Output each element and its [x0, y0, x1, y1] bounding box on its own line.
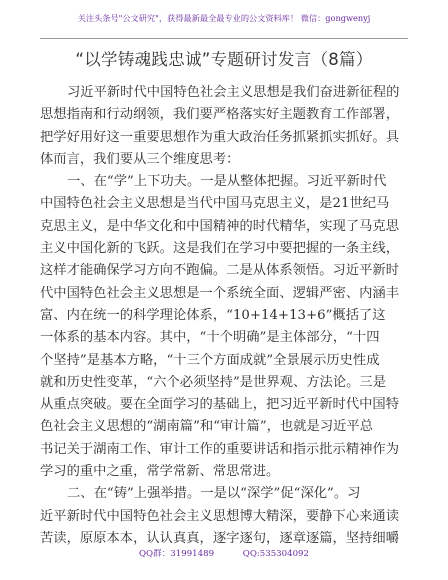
- text-line: 从重点突破。要在全面学习的基础上，把习近平新时代中国特: [40, 397, 400, 413]
- text-line: 色社会主义思想的“湖南篇”和“审计篇”，也就是习近平总: [40, 419, 374, 435]
- text-line: 中国特色社会主义思想是当代中国马克思主义，是21世纪马: [40, 196, 390, 212]
- header-banner: [0, 6, 448, 25]
- text-line: 把学好用好这一重要思想作为重大政治任务抓紧抓实抓好。具: [40, 129, 400, 145]
- document-title: “以学铸魂践忠诚”专题研讨发言（8篇）: [75, 50, 373, 69]
- text-line: 苦读，原原本本，认认真真，逐字逐句，逐章逐篇，坚持细嚼: [40, 530, 400, 546]
- footer-qq: QQ:535304092: [242, 549, 309, 559]
- document-body: [40, 82, 410, 550]
- text-line: 个坚持”是基本方略，“十三个方面成就”全景展示历史性成: [40, 352, 380, 368]
- text-line: 近平新时代中国特色社会主义思想博大精深，要静下心来通读: [40, 508, 400, 524]
- footer-qq-group: QQ群：31991489: [139, 549, 215, 559]
- footer-contact: [0, 547, 448, 559]
- text-line: 主义中国化新的飞跃。这是我们在学习中要把握的一条主线，: [40, 241, 400, 257]
- text-line: 二、在“铸”上强举措。一是以“深学”促“深化”。习: [67, 486, 361, 502]
- text-line: 富、内在统一的科学理论体系，“10+14+13+6”概括了这: [40, 307, 386, 323]
- text-line: 这样才能确保学习方向不跑偏。二是从体系领悟。习近平新时: [40, 263, 400, 279]
- header-promo-text: 关注头条号"公文研究"，获得最新最全最专业的公文资料库！ 微信：gongwenyj: [77, 13, 371, 23]
- text-line: 习近平新时代中国特色社会主义思想是我们奋进新征程的: [67, 85, 400, 100]
- text-line: 代中国特色社会主义思想是一个系统全面、逻辑严密、内涵丰: [40, 285, 400, 301]
- text-line: 就和历史性变革，“六个必须坚持”是世界观、方法论。三是: [40, 374, 387, 390]
- text-line: 体而言，我们要从三个维度思考：: [40, 151, 240, 167]
- text-line: 学习的重中之重，常学常新、常思常进。: [40, 464, 280, 480]
- text-line: 一体系的基本内容。其中，“十个明确”是主体部分，“十四: [40, 330, 380, 346]
- text-line: 书记关于湖南工作、审计工作的重要讲话和指示批示精神作为: [40, 441, 400, 457]
- text-line: 思想指南和行动纲领，我们要严格落实好主题教育工作部署，: [40, 107, 400, 123]
- text-line: 一、在“学”上下功夫。一是从整体把握。习近平新时代: [67, 174, 387, 190]
- text-line: 克思主义，是中华文化和中国精神的时代精华，实现了马克思: [40, 218, 400, 234]
- header-divider: [40, 38, 408, 39]
